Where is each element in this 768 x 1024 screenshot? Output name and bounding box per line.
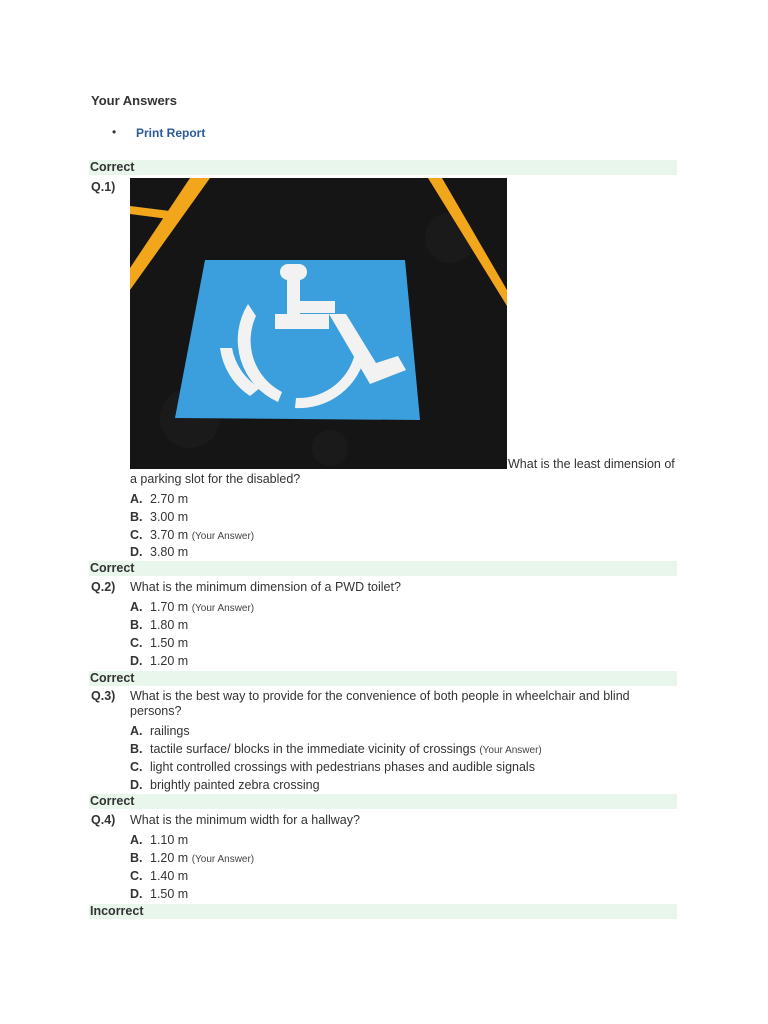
question-number: Q.2) bbox=[91, 580, 116, 594]
option-d bbox=[130, 545, 188, 559]
option-letter: A. bbox=[130, 833, 143, 847]
status-bar: Correct bbox=[89, 160, 677, 175]
option-d bbox=[130, 778, 320, 792]
option-b bbox=[130, 618, 188, 632]
option-letter: C. bbox=[130, 869, 143, 883]
option-letter: C. bbox=[130, 636, 143, 650]
option-text: 1.20 m bbox=[150, 851, 189, 865]
option-text: 1.20 m bbox=[150, 654, 189, 668]
option-c bbox=[130, 869, 188, 883]
option-a bbox=[130, 600, 254, 614]
option-d bbox=[130, 887, 188, 901]
option-a bbox=[130, 724, 190, 738]
option-text: 3.00 m bbox=[150, 510, 189, 524]
your-answer-tag: (Your Answer) bbox=[191, 531, 255, 542]
question-number: Q.4) bbox=[91, 813, 116, 827]
option-letter: A. bbox=[130, 724, 143, 738]
option-text: 1.50 m bbox=[150, 636, 189, 650]
parking-photo bbox=[130, 178, 507, 469]
option-c bbox=[130, 636, 188, 650]
print-report-link[interactable]: Print Report bbox=[136, 126, 206, 140]
your-answer-tag: (Your Answer) bbox=[191, 603, 255, 614]
option-c bbox=[130, 760, 535, 774]
your-answer-tag: (Your Answer) bbox=[191, 854, 255, 865]
option-text: 3.70 m bbox=[150, 528, 189, 542]
option-a bbox=[130, 833, 188, 847]
option-d bbox=[130, 654, 188, 668]
status-bar: Correct bbox=[89, 794, 677, 809]
option-c bbox=[130, 528, 254, 542]
status-bar: Correct bbox=[89, 671, 677, 686]
question-number: Q.3) bbox=[91, 689, 116, 703]
status-bar: Incorrect bbox=[89, 904, 677, 919]
your-answer-tag: (Your Answer) bbox=[479, 745, 542, 756]
option-text: 2.70 m bbox=[150, 492, 189, 506]
option-letter: A. bbox=[130, 492, 143, 506]
option-a bbox=[130, 492, 188, 506]
option-letter: B. bbox=[130, 851, 143, 865]
question-text: What is the minimum width for a hallway? bbox=[130, 813, 360, 827]
page-title: Your Answers bbox=[91, 93, 177, 108]
option-text: 1.80 m bbox=[150, 618, 189, 632]
option-text: 1.50 m bbox=[150, 887, 189, 901]
option-letter: D. bbox=[130, 778, 143, 792]
option-letter: B. bbox=[130, 618, 143, 632]
option-text: 3.80 m bbox=[150, 545, 189, 559]
option-letter: D. bbox=[130, 887, 143, 901]
option-letter: D. bbox=[130, 654, 143, 668]
accessible-parking-icon bbox=[130, 178, 507, 469]
status-bar: Correct bbox=[89, 561, 677, 576]
option-b bbox=[130, 742, 542, 756]
option-letter: B. bbox=[130, 510, 143, 524]
question-text: What is the minimum dimension of a PWD toilet? bbox=[130, 580, 401, 594]
option-text: brightly painted zebra crossing bbox=[150, 778, 320, 792]
option-text: railings bbox=[150, 724, 190, 738]
option-letter: B. bbox=[130, 742, 143, 756]
option-b bbox=[130, 851, 254, 865]
option-letter: D. bbox=[130, 545, 143, 559]
question-text: a parking slot for the disabled? bbox=[130, 472, 301, 486]
list-bullet: • bbox=[112, 125, 117, 139]
option-text: 1.40 m bbox=[150, 869, 189, 883]
question-text: What is the best way to provide for the convenience of both people in wheelchair and blind persons? bbox=[130, 689, 630, 718]
option-text: 1.70 m bbox=[150, 600, 189, 614]
option-text: 1.10 m bbox=[150, 833, 189, 847]
question-number: Q.1) bbox=[91, 180, 116, 194]
question-text: What is the least dimension of bbox=[508, 457, 675, 471]
option-letter: A. bbox=[130, 600, 143, 614]
option-text: tactile surface/ blocks in the immediate vicinity of crossings bbox=[150, 742, 476, 756]
option-letter: C. bbox=[130, 760, 143, 774]
option-letter: C. bbox=[130, 528, 143, 542]
option-b bbox=[130, 510, 188, 524]
option-text: light controlled crossings with pedestrians phases and audible signals bbox=[150, 760, 535, 774]
